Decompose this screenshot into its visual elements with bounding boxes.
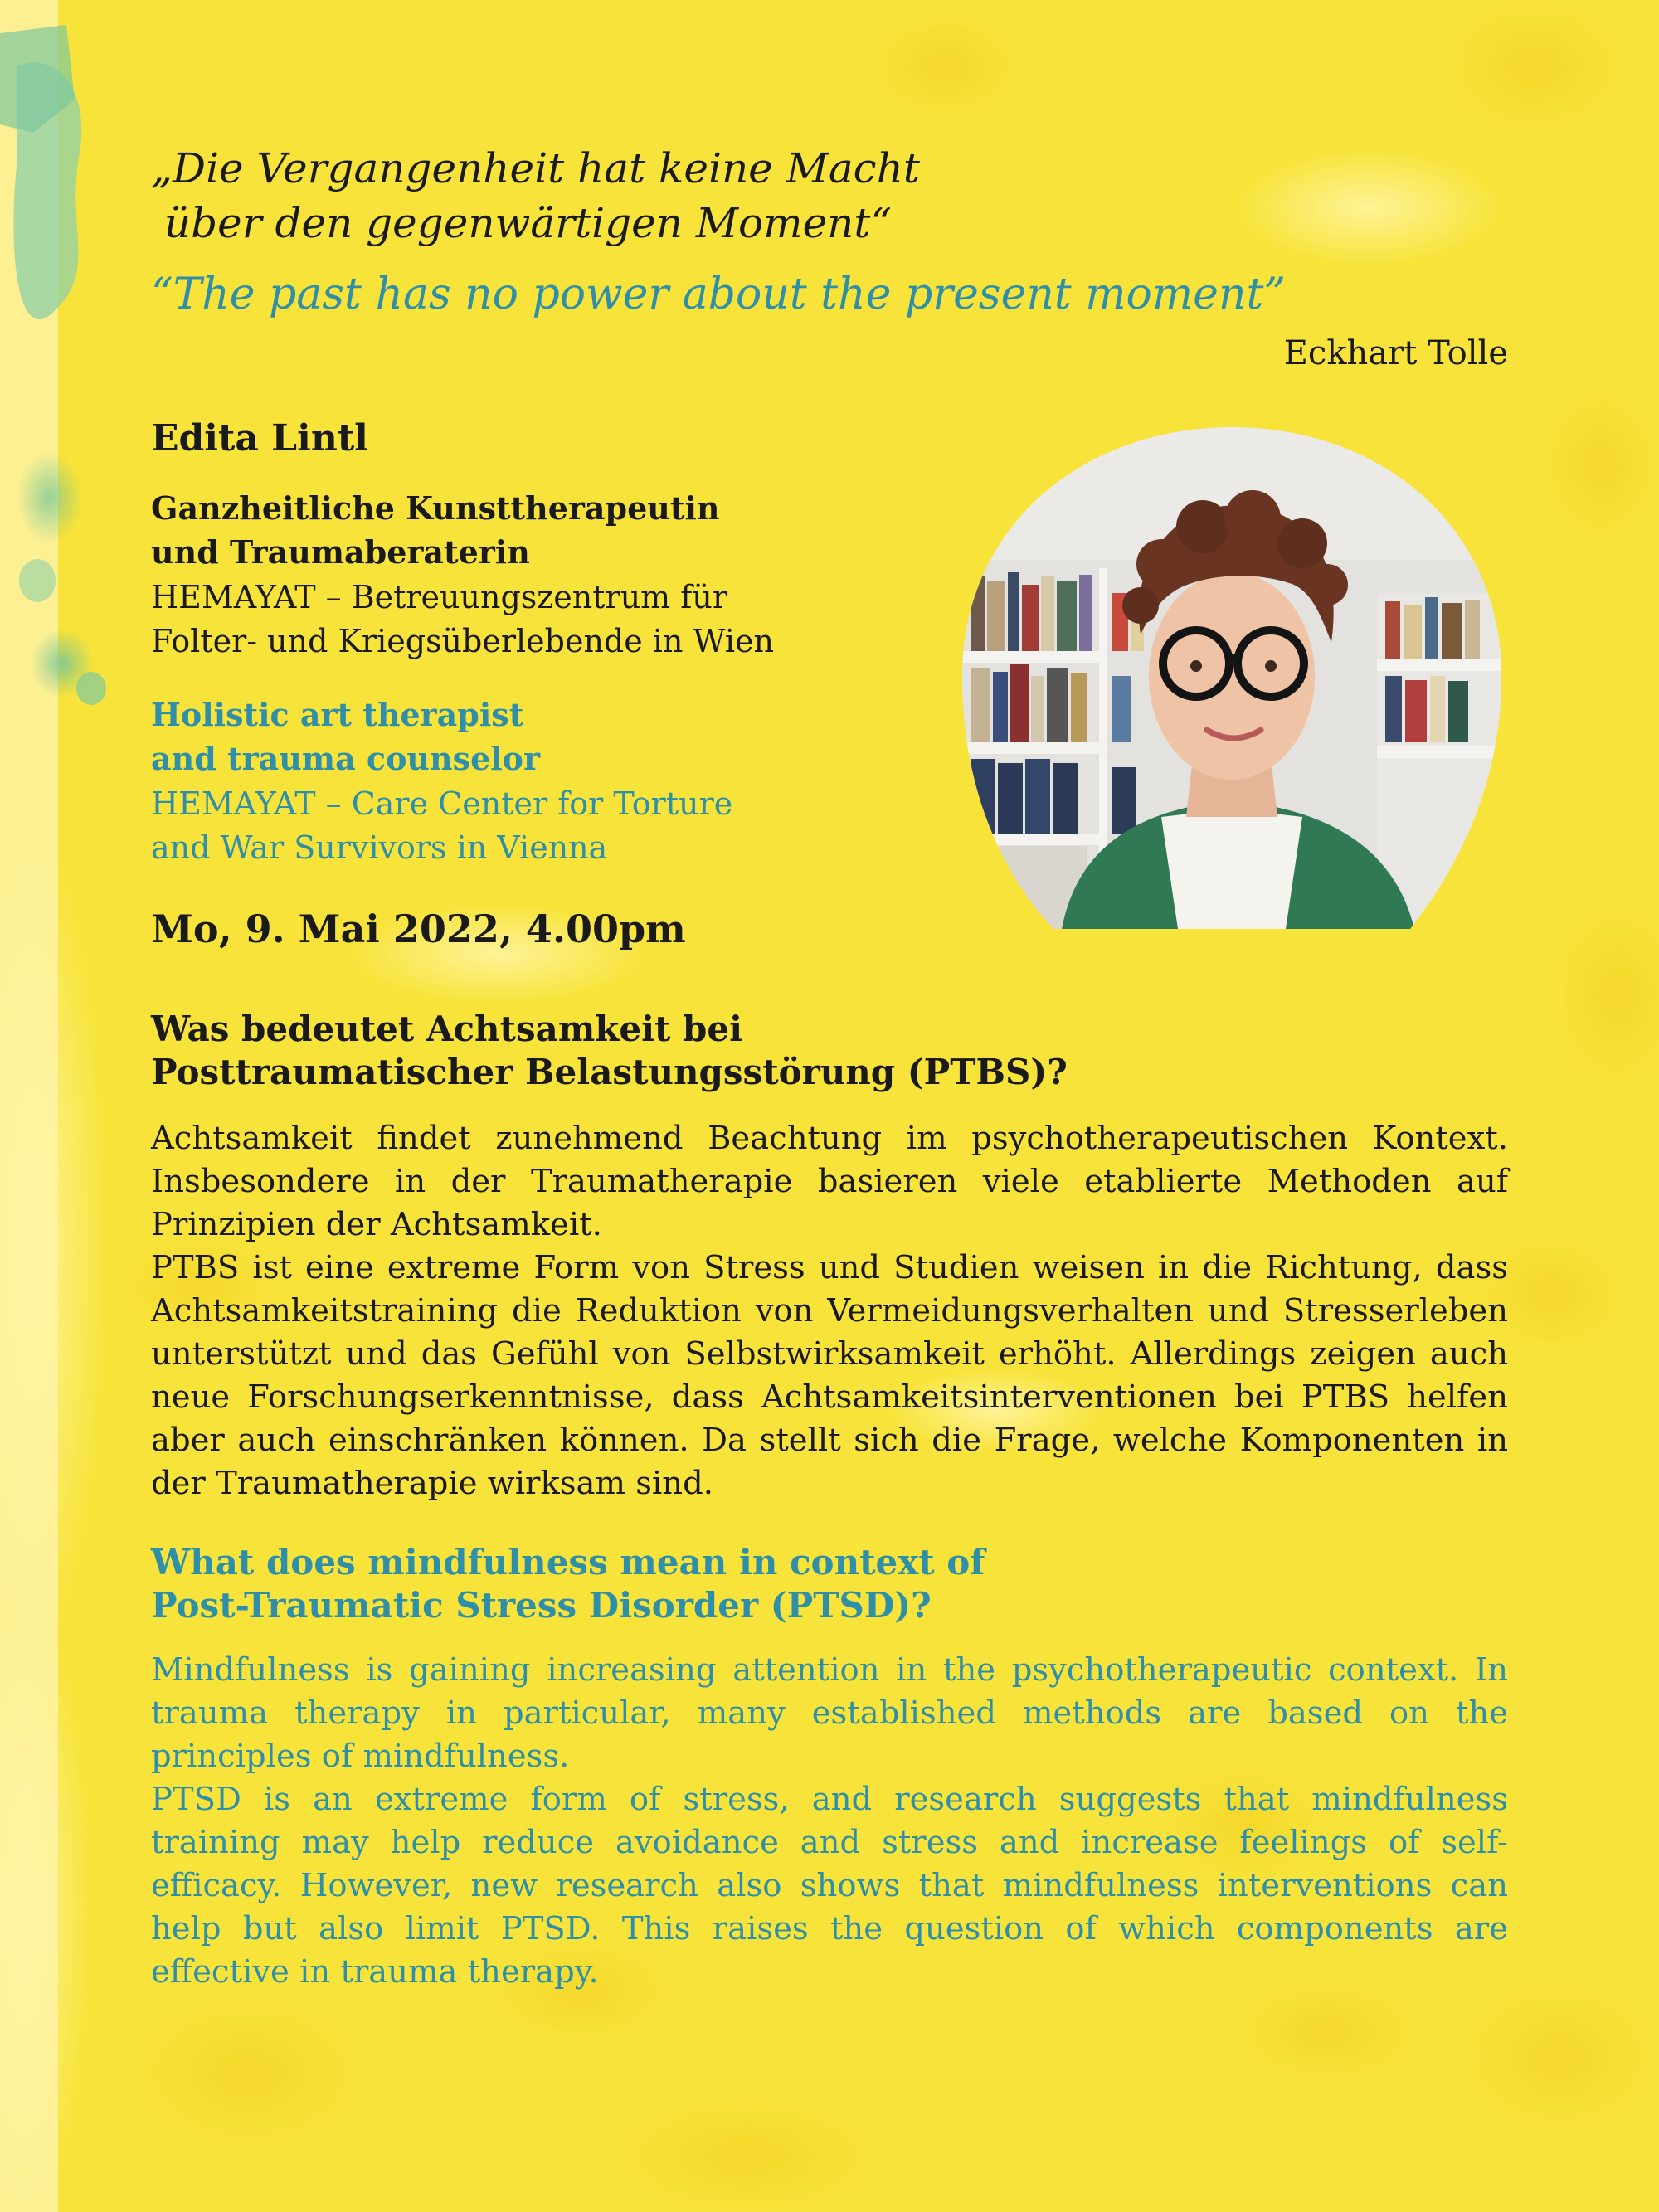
body-german bbox=[151, 1117, 1508, 1505]
speaker-organization-german-line-1: HEMAYAT – Betreuungszentrum für bbox=[151, 579, 727, 615]
speaker-title-german-line-2: und Traumaberaterin bbox=[151, 533, 530, 571]
quote-german-line-2: über den gegenwärtigen Moment“ bbox=[151, 199, 893, 247]
heading-german bbox=[151, 1008, 1395, 1094]
body-english-paragraph-1: Mindfulness is gaining increasing attention in the psychotherapeutic context. In trauma therapy in particular, many established methods are based on the principles of mindfulness. bbox=[151, 1651, 1508, 1775]
heading-english bbox=[151, 1541, 1395, 1627]
speaker-organization-english-line-2: and War Survivors in Vienna bbox=[151, 829, 608, 866]
speaker-organization-german bbox=[151, 576, 947, 664]
speaker-organization-english-line-1: HEMAYAT – Care Center for Torture bbox=[151, 785, 733, 822]
quote-german-line-1: „Die Vergangenheit hat keine Macht bbox=[151, 144, 920, 192]
heading-german-line-1: Was bedeutet Achtsamkeit bei bbox=[151, 1009, 743, 1049]
heading-english-line-2: Post-Traumatic Stress Disorder (PTSD)? bbox=[151, 1585, 932, 1626]
heading-german-line-2: Posttraumatischer Belastungsstörung (PTBS)? bbox=[151, 1052, 1068, 1092]
speaker-organization-german-line-2: Folter- und Kriegsüberlebende in Wien bbox=[151, 623, 775, 659]
body-english-paragraph-2: PTSD is an extreme form of stress, and research suggests that mindfulness training may help reduce avoidance and stress and increase feelings of self-efficacy. However, new research also shows that mindfulness interventions can help but also limit PTSD. This raises the question of which components are effective in trauma therapy. bbox=[151, 1781, 1508, 1991]
speaker-title-english bbox=[151, 693, 947, 780]
speaker-title-german-line-1: Ganzheitliche Kunsttherapeutin bbox=[151, 489, 720, 527]
quote-author: Eckhart Tolle bbox=[1283, 334, 1508, 372]
event-date: Mo, 9. Mai 2022, 4.00pm bbox=[151, 907, 686, 951]
speaker-title-english-line-1: Holistic art therapist bbox=[151, 696, 524, 733]
speaker-organization-english bbox=[151, 782, 947, 870]
body-english bbox=[151, 1649, 1508, 1994]
body-german-paragraph-1: Achtsamkeit findet zunehmend Beachtung im psychotherapeutischen Kontext. Insbesondere in der Traumatherapie basieren viele etablierte Methoden auf Prinzipien der Achtsamkeit. bbox=[151, 1120, 1508, 1243]
speaker-title-german bbox=[151, 486, 947, 574]
speaker-name: Edita Lintl bbox=[151, 417, 368, 459]
heading-english-line-1: What does mindfulness mean in context of bbox=[151, 1542, 985, 1582]
speaker-portrait-photo bbox=[962, 427, 1501, 929]
quote-german bbox=[151, 141, 1063, 250]
quote-english: “The past has no power about the present moment” bbox=[151, 270, 1286, 319]
speaker-title-english-line-2: and trauma counselor bbox=[151, 740, 541, 777]
body-german-paragraph-2: PTBS ist eine extreme Form von Stress und Studien weisen in die Richtung, dass Achtsamkeitstraining die Reduktion von Vermeidungsverhalten und Stresserleben unterstützt und das Gefühl von Selbstwirksamkeit erhöht. Allerdings zeigen auch neue Forschungserkenntnisse, dass Achtsamkeitsinterventionen bei PTBS helfen aber auch einschränken können. Da stellt sich die Frage, welche Komponenten in der Traumatherapie wirksam sind. bbox=[151, 1249, 1508, 1502]
